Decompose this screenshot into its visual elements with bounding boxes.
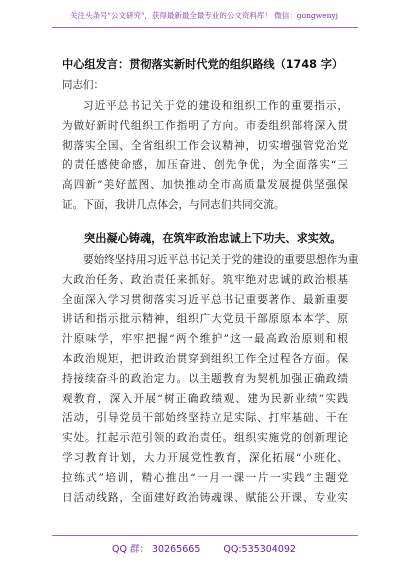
paragraph-line: 的责任感使命感，加压奋进、创先争优，为全面落实“三 bbox=[62, 159, 348, 172]
paragraph-line: 拉练式”培训，精心推出“一月一课一片一实践”主题党 bbox=[62, 471, 348, 484]
paragraph-line: 高四新”美好蓝图、加快推动全市高质量发展提供坚强保 bbox=[62, 179, 348, 192]
paragraph-line: 汁原味学，牢牢把握“两个维护”这一最高政治原则和根 bbox=[62, 333, 348, 346]
paragraph-line: 证。下面，我讲几点体会，与同志们共同交流。 bbox=[62, 198, 285, 211]
paragraph-line: 全面深入学习贯彻落实习近平总书记重要著作、最新重要 bbox=[62, 293, 348, 306]
footer-qq-group: QQ 群： 30265665 bbox=[112, 544, 201, 555]
footer-divider bbox=[52, 535, 358, 536]
paragraph-line: 大政治任务、政治责任来抓好。筑牢绝对忠诚的政治根基 bbox=[62, 273, 348, 286]
paragraph-intro bbox=[62, 97, 348, 216]
greeting: 同志们： bbox=[62, 79, 104, 91]
paragraph-line: 要始终坚持用习近平总书记关于党的建设的重要思想作为重 bbox=[83, 254, 359, 266]
header-divider bbox=[52, 27, 358, 28]
paragraph-line: 学习教育计划，大力开展党性教育，深化拓展“小班化、 bbox=[62, 451, 348, 464]
paragraph-line: 彻落实全国、全省组织工作会议精神，切实增强管党治党 bbox=[62, 139, 348, 152]
paragraph-line: 活动，引导党员干部始终坚持立足实际、打牢基础、干在 bbox=[62, 412, 348, 425]
footer-qq-number: QQ:535304092 bbox=[223, 544, 296, 555]
paragraph-line: 为做好新时代组织工作指明了方向。市委组织部将深入贯 bbox=[62, 119, 348, 132]
paragraph-line: 习近平总书记关于党的建设和组织工作的重要指示， bbox=[83, 100, 348, 112]
paragraph-section-1 bbox=[62, 251, 359, 508]
paragraph-line: 讲话和指示批示精神，组织广大党员干部原原本本学、原 bbox=[62, 313, 348, 326]
footer bbox=[0, 541, 408, 555]
document-title: 中心组发言：贯彻落实新时代党的组织路线（1748 字） bbox=[62, 58, 344, 71]
header-note: 关注头条号"公文研究"，获得最新最全最专业的公文资料库！ 微信：gongwenyj bbox=[70, 11, 338, 20]
paragraph-line: 实处。扛起示范引领的政治责任。组织实施党的创新理论 bbox=[62, 432, 348, 445]
paragraph-line: 观教育，深入开展“树正确政绩观、建为民新业绩”实践 bbox=[62, 392, 348, 405]
paragraph-line: 日活动线路，全面建好政治铸魂课、赋能公开课、专业实 bbox=[62, 491, 348, 504]
paragraph-line: 本政治规矩，把讲政治贯穿到组织工作全过程各方面。保 bbox=[62, 352, 348, 365]
paragraph-line: 持接续奋斗的政治定力。以主题教育为契机加强正确政绩 bbox=[62, 372, 348, 385]
section-heading: 突出凝心铸魂，在筑牢政治忠诚上下功夫、求实效。 bbox=[84, 232, 342, 245]
